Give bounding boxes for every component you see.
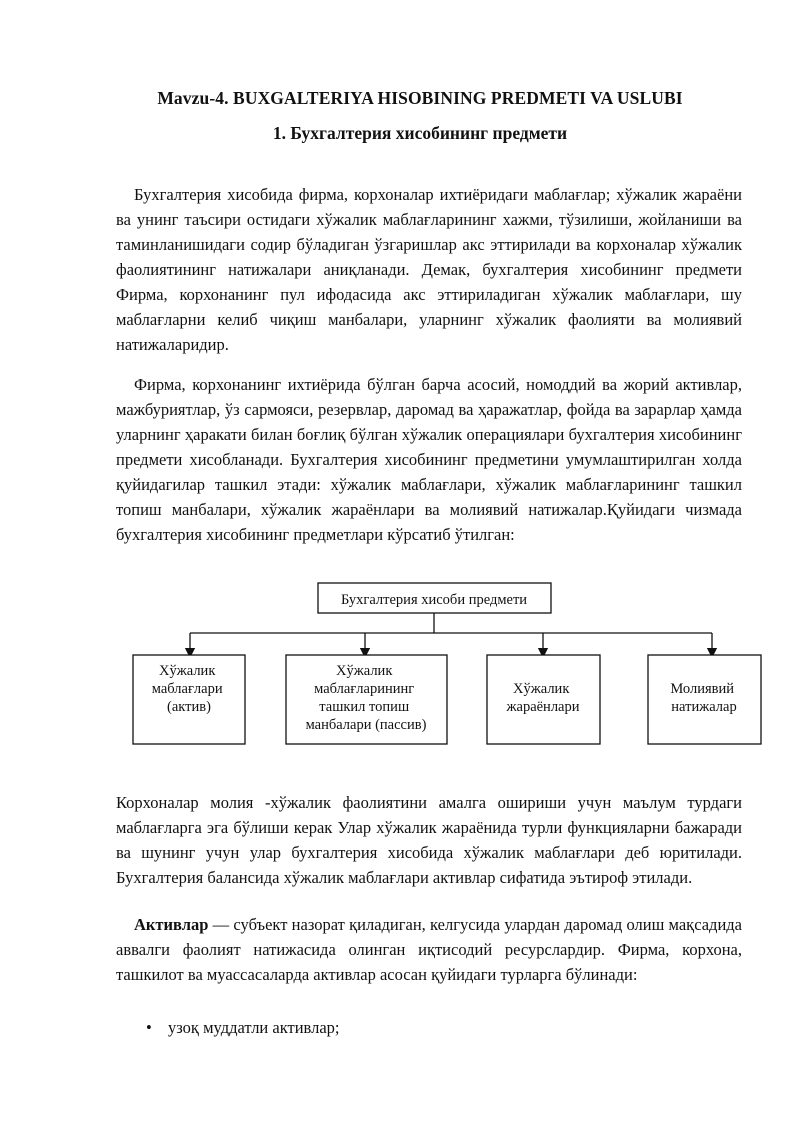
diagram-node-assets-line: маблағлари xyxy=(151,681,223,697)
diagram-node-liabilities-line: Хўжалик xyxy=(336,663,393,679)
list-item-text: узоқ муддатли активлар; xyxy=(168,1018,340,1037)
page-title: Mavzu-4. BUXGALTERIYA HISOBINING PREDMETI VA USLUBI xyxy=(157,88,683,108)
list-item xyxy=(146,1015,340,1040)
diagram-node-assets xyxy=(133,655,245,744)
diagram-node-processes xyxy=(487,655,600,744)
diagram-root-label: Бухгалтерия хисоби предмети xyxy=(340,592,528,608)
term-assets: Активлар xyxy=(134,915,209,934)
diagram-node-assets-line: Хўжалик xyxy=(159,663,216,679)
paragraph-4 xyxy=(116,912,742,987)
diagram-node-processes-line: Хўжалик xyxy=(513,681,570,697)
diagram-node-results-line: натижалар xyxy=(671,699,737,715)
paragraph-2-text: Фирма, корхонанинг ихтиёрида бўлган барча асосий, номоддий ва жорий активлар, мажбуриятлар, ўз сармояси, резервлар, даромад ва ҳаражатлар, фойда ва зарарлар ҳамда уларнинг ҳаракати билан боғлиқ бўлган хўжалик операциялари бухгалтерия хисобининг предмети хисобланади. Бухгалтерия хисобининг предметини умумлаштирилган холда қуйидагилар ташкил этади: хўжалик маблағлари, хўжалик маблағларининг ташкил топиш манбалари, хўжалик жараёнлари ва молиявий натижалар.Қуйидаги чизмада бухгалтерия хисобининг предметлари кўрсатиб ўтилган: xyxy=(116,375,742,544)
paragraph-3 xyxy=(116,790,742,890)
paragraph-4-text: — субъект назорат қиладиган, келгусида улардан даромад олиш мақсадида аввалги фаолият натижасида олинган иқтисодий ресурслардир. Фирма, корхона, ташкилот ва муассасаларда активлар асосан қуйидаги турларга бўлинади: xyxy=(116,915,742,984)
paragraph-2 xyxy=(116,372,742,547)
diagram-node-processes-line: жараёнлари xyxy=(506,699,580,715)
bullet-icon: • xyxy=(146,1018,152,1037)
diagram-node-assets-line: (актив) xyxy=(167,699,211,715)
diagram-node-liabilities-line: ташкил топиш xyxy=(319,699,410,715)
section-heading: 1. Бухгалтерия хисобининг предмети xyxy=(272,123,568,143)
diagram-connectors xyxy=(190,613,712,653)
diagram-node-liabilities-line: манбалари (пассив) xyxy=(305,717,427,733)
diagram-root-node xyxy=(318,583,551,613)
paragraph-1 xyxy=(116,182,742,357)
paragraph-3-text: Корхоналар молия -хўжалик фаолиятини амалга ошириши учун маълум турдаги маблағларга эга бўлиши керак Улар хўжалик жараёнида турли функцияларни бажаради ва шунинг учун улар бухгалтерия хисобида хўжалик маблағлари деб юритилади. Бухгалтерия балансида хўжалик маблағлари активлар сифатида эътироф этилади. xyxy=(116,793,742,887)
diagram-node-results xyxy=(648,655,761,744)
diagram-node-liabilities-line: маблағларининг xyxy=(314,681,415,697)
diagram-node-results-line: Молиявий xyxy=(670,681,734,697)
paragraph-1-text: Бухгалтерия хисобида фирма, корхоналар ихтиёридаги маблағлар; хўжалик жараёни ва унинг таъсири остидаги хўжалик маблағларининг хажми, тўзилиши, жойланиши ва таминланишидаги содир бўладиган ўзгаришлар акс эттирилади ва корхоналар хўжалик фаолиятининг натижалари аниқланади. Демак, бухгалтерия хисобининг предмети Фирма, корхонанинг пул ифодасида акс эттириладиган хўжалик маблағлари, шу маблағларни келиб чиқиш манбалари, уларнинг хўжалик фаолияти ва молиявий натижаларидир. xyxy=(116,185,742,354)
diagram-node-liabilities xyxy=(286,655,447,744)
subject-diagram xyxy=(0,580,800,750)
